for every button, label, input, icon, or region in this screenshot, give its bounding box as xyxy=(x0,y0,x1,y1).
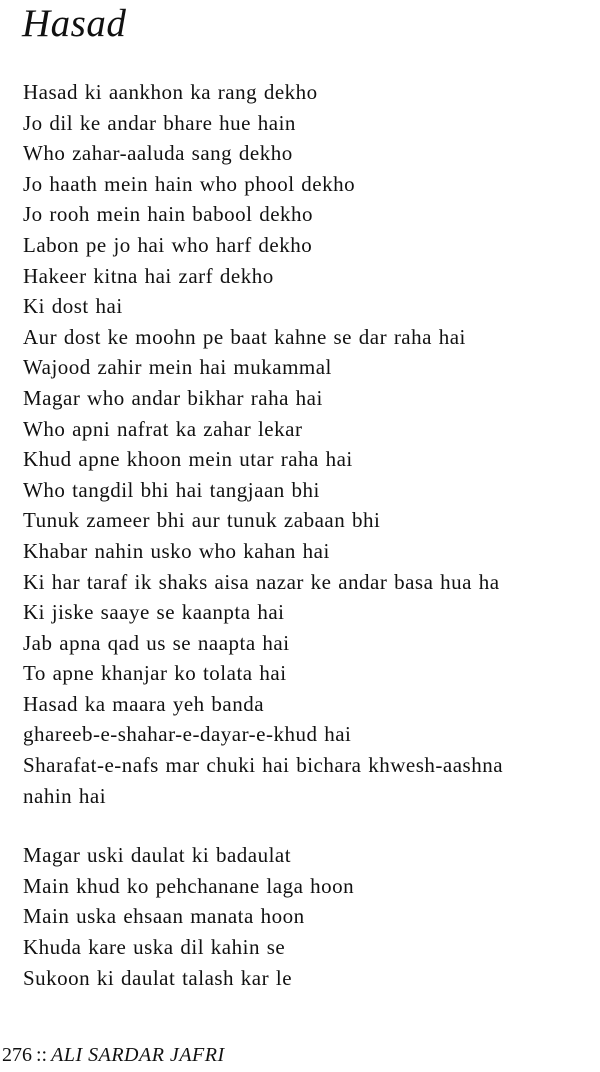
poem-line: Hakeer kitna hai zarf dekho xyxy=(23,263,274,288)
poem-line: Aur dost ke moohn pe baat kahne se dar raha hai xyxy=(23,324,466,349)
poem-line: Labon pe jo hai who harf dekho xyxy=(23,232,313,257)
poem-line: Who zahar-aaluda sang dekho xyxy=(23,141,293,166)
poem-line: Who tangdil bhi hai tangjaan bhi xyxy=(23,477,320,502)
poem-line: nahin hai xyxy=(23,783,107,808)
poem-line: Jo haath mein hain who phool dekho xyxy=(23,171,356,196)
poem-line: Sukoon ki daulat talash kar le xyxy=(23,965,293,990)
poem-line: Hasad ki aankhon ka rang dekho xyxy=(23,80,318,104)
poem-line: Ki dost hai xyxy=(23,294,123,319)
poem-line: Ki jiske saaye se kaanpta hai xyxy=(23,600,285,625)
poem-line: Wajood zahir mein hai mukammal xyxy=(23,355,332,380)
poem-line: ghareeb-e-shahar-e-dayar-e-khud hai xyxy=(23,722,352,747)
page-footer xyxy=(2,1043,225,1067)
poem-line: Tunuk zameer bhi aur tunuk zabaan bhi xyxy=(23,508,381,533)
poem-line: Jo dil ke andar bhare hue hain xyxy=(23,110,296,135)
poem-line: Ki har taraf ik shaks aisa nazar ke andar basa hua ha xyxy=(23,569,500,594)
poem-line: Main khud ko pehchanane laga hoon xyxy=(23,873,355,898)
footer-separator: :: xyxy=(36,1044,48,1066)
poem-line: Khuda kare uska dil kahin se xyxy=(23,935,286,960)
poem-line: Khud apne khoon mein utar raha hai xyxy=(23,447,353,472)
poem-title: Hasad xyxy=(22,2,127,45)
stanza-2 xyxy=(23,840,600,993)
poem-line: Sharafat-e-nafs mar chuki hai bichara khwesh-aashna xyxy=(23,753,504,778)
poem-line: Main uska ehsaan manata hoon xyxy=(23,904,305,929)
page-number: 276 xyxy=(2,1044,32,1066)
poem-line: Who apni nafrat ka zahar lekar xyxy=(23,416,303,441)
poem-line: Magar uski daulat ki badaulat xyxy=(23,843,292,868)
poem-line: Khabar nahin usko who kahan hai xyxy=(23,538,330,563)
poem-body xyxy=(23,77,600,993)
poem-line: Magar who andar bikhar raha hai xyxy=(23,385,323,410)
poem-line: Jab apna qad us se naapta hai xyxy=(23,630,290,655)
poem-line: Hasad ka maara yeh banda xyxy=(23,691,265,716)
author-name: ALI SARDAR JAFRI xyxy=(51,1044,225,1066)
poem-line: Jo rooh mein hain babool dekho xyxy=(23,202,314,227)
stanza-1 xyxy=(23,77,600,811)
poem-line: To apne khanjar ko tolata hai xyxy=(23,661,287,686)
